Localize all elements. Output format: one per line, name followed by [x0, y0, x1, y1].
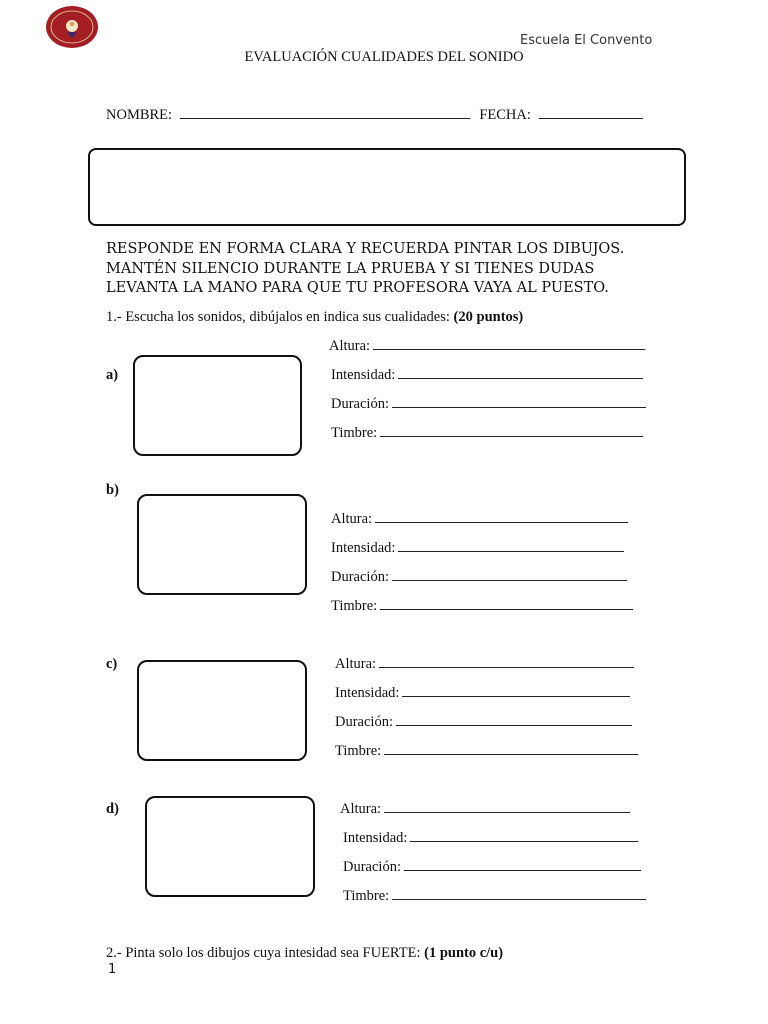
school-seal-icon	[46, 6, 98, 48]
altura-line[interactable]	[373, 348, 645, 350]
altura-line[interactable]	[375, 521, 628, 523]
item-letter-b: b)	[106, 482, 119, 498]
question-2-text: 2.- Pinta solo los dibujos cuya intesidad sea FUERTE:	[106, 945, 421, 961]
altura-label: Altura:	[335, 656, 377, 672]
drawing-box-d[interactable]	[145, 796, 315, 897]
score-box[interactable]	[88, 148, 686, 226]
timbre-label: Timbre:	[331, 598, 378, 614]
intensidad-label: Intensidad:	[335, 685, 400, 701]
intensidad-label: Intensidad:	[331, 367, 396, 383]
altura-label: Altura:	[329, 338, 371, 354]
drawing-box-b[interactable]	[137, 494, 307, 595]
duracion-field-a	[331, 396, 646, 413]
duracion-label: Duración:	[343, 859, 401, 875]
timbre-line[interactable]	[384, 753, 638, 755]
question-1	[106, 309, 523, 326]
duracion-line[interactable]	[396, 724, 632, 726]
intensidad-line[interactable]	[398, 377, 643, 379]
question-1-points: (20 puntos)	[453, 309, 524, 325]
timbre-line[interactable]	[380, 608, 633, 610]
question-2	[106, 945, 503, 962]
school-name: Escuela El Convento	[520, 33, 653, 48]
timbre-field-c	[335, 743, 638, 760]
drawing-box-c[interactable]	[137, 660, 307, 761]
timbre-field-d	[343, 888, 646, 905]
intensidad-label: Intensidad:	[343, 830, 408, 846]
duracion-field-b	[331, 569, 627, 586]
item-letter-d: d)	[106, 801, 119, 817]
instructions	[106, 240, 686, 299]
altura-field-a	[329, 338, 645, 355]
intensidad-field-c	[335, 685, 630, 702]
intensidad-line[interactable]	[410, 840, 638, 842]
item-letter-a: a)	[106, 367, 119, 383]
date-field[interactable]	[539, 117, 643, 119]
intensidad-label: Intensidad:	[331, 540, 396, 556]
question-1-text: 1.- Escucha los sonidos, dibújalos en indica sus cualidades:	[106, 309, 450, 325]
duracion-label: Duración:	[331, 569, 389, 585]
timbre-line[interactable]	[392, 898, 646, 900]
altura-field-d	[340, 801, 630, 818]
timbre-field-a	[331, 425, 643, 442]
name-field[interactable]	[180, 117, 470, 119]
school-logo	[46, 6, 98, 48]
drawing-box-a[interactable]	[133, 355, 302, 456]
item-letter-c: c)	[106, 656, 118, 672]
name-label: NOMBRE:	[106, 107, 173, 123]
altura-field-b	[331, 511, 628, 528]
altura-label: Altura:	[340, 801, 382, 817]
question-2-points: (1 punto c/u)	[424, 945, 504, 961]
intensidad-field-d	[343, 830, 638, 847]
duracion-line[interactable]	[392, 406, 646, 408]
timbre-label: Timbre:	[343, 888, 390, 904]
altura-line[interactable]	[384, 811, 630, 813]
instruction-line: LEVANTA LA MANO PARA QUE TU PROFESORA VAYA AL PUESTO.	[106, 280, 609, 296]
intensidad-line[interactable]	[398, 550, 624, 552]
instruction-line: RESPONDE EN FORMA CLARA Y RECUERDA PINTAR LOS DIBUJOS.	[106, 241, 625, 257]
timbre-field-b	[331, 598, 633, 615]
date-label: FECHA:	[479, 107, 531, 123]
duracion-field-d	[343, 859, 641, 876]
altura-field-c	[335, 656, 634, 673]
duracion-field-c	[335, 714, 632, 731]
duracion-label: Duración:	[331, 396, 389, 412]
duracion-label: Duración:	[335, 714, 393, 730]
altura-label: Altura:	[331, 511, 373, 527]
page-number: 1	[108, 962, 117, 977]
duracion-line[interactable]	[392, 579, 627, 581]
timbre-label: Timbre:	[335, 743, 382, 759]
timbre-label: Timbre:	[331, 425, 378, 441]
instruction-line: MANTÉN SILENCIO DURANTE LA PRUEBA Y SI TIENES DUDAS	[106, 260, 595, 277]
page-title: EVALUACIÓN CUALIDADES DEL SONIDO	[244, 49, 524, 65]
intensidad-field-b	[331, 540, 624, 557]
intensidad-field-a	[331, 367, 643, 384]
altura-line[interactable]	[379, 666, 634, 668]
timbre-line[interactable]	[380, 435, 643, 437]
duracion-line[interactable]	[404, 869, 641, 871]
intensidad-line[interactable]	[402, 695, 630, 697]
name-date-row	[106, 107, 643, 124]
